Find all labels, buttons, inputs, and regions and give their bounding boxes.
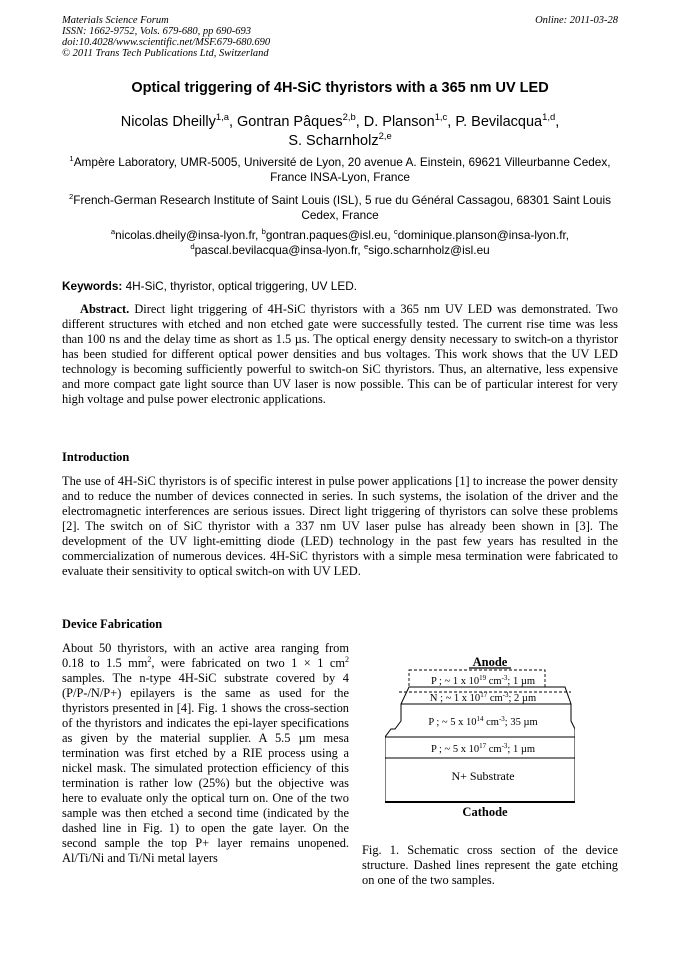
introduction-text: The use of 4H-SiC thyristors is of specific interest in pulse power applications [1] to increase the power density and to reduce the number of devices connected in series. In such systems, the isolation of the driver and the electromagnetic interferences are serious issues. Direct light triggering of thyristors can solve these problems [2]. The switch on of SiC thyristor with a 337 nm UV laser pulse has already been shown in [3]. The development of the UV light-emitting diode (LED) technology in the past few years has resulted in the commercialization of numerous devices. 4H-SiC thyristors with a simple mesa termination were fabricated to evaluate their sensitivity to optical switch-on with UV LED. bbox=[62, 474, 618, 578]
affiliation-2: $^2$French-German Research Institute of Saint Louis (ISL), 5 rue du Général Cassagou, 68301 Saint Louis Cedex, France bbox=[69, 192, 611, 222]
substrate-label: N+ Substrate bbox=[451, 769, 515, 783]
affiliation-1: $^1$Ampère Laboratory, UMR-5005, Université de Lyon, 20 avenue A. Einstein, 69621 Villeurbanne Cedex, France INSA-Lyon, France bbox=[69, 154, 611, 184]
email: pascal.bevilacqua@insa-lyon.fr, bbox=[194, 242, 364, 257]
author: S. Scharnholz$^{2,e}$ bbox=[288, 130, 392, 149]
cathode-label: Cathode bbox=[462, 805, 508, 819]
author: Nicolas Dheilly$^{1,a}$, bbox=[120, 111, 237, 130]
email: gontran.paques@isl.eu, bbox=[265, 228, 394, 242]
keywords: Keywords: 4H-SiC, thyristor, optical triggering, UV LED. bbox=[62, 279, 358, 293]
author: P. Bevilacqua$^{1,d}$, bbox=[455, 111, 560, 130]
author-list bbox=[62, 113, 618, 151]
author: D. Planson$^{1,c}$, bbox=[363, 111, 456, 130]
journal-header bbox=[62, 15, 618, 59]
email: nicolas.dheily@insa-lyon.fr, bbox=[115, 228, 262, 242]
layer-label: P ; ~ 5 x $10^{14}$ $cm^{-3}$; 35 µm bbox=[428, 715, 538, 728]
copyright: © 2011 Trans Tech Publications Ltd, Switzerland bbox=[62, 48, 269, 59]
layer-label: P ; ~ 1 x $10^{19}$ $cm^{-3}$; 1 µm bbox=[430, 674, 536, 687]
abstract-label: Abstract. bbox=[80, 302, 130, 316]
issn: ISSN: 1662-9752, Vols. 679-680, pp 690-693 bbox=[62, 26, 251, 37]
section-heading-introduction: Introduction bbox=[62, 450, 130, 464]
abstract: Abstract. Direct light triggering of 4H-SiC thyristors with a 365 nm UV LED was demonstrated. Two different structures with etched and non etched gate were successfully tested. The current rise time was less than 100 ns and the delay time as short as 1.5 µs. The optical energy density necessary to switch-on a thyristor has been studied for different optical power densities and bus voltages. This work shows that the UV LED technology is becoming sufficiently powerful to switch-on SiC thyristors. Thus, an alternative, less expensive and more compact gate light source than UV laser is now possible. This can be of particular interest for very high voltage and pulse power electronic applications. bbox=[62, 302, 618, 406]
journal-name: Materials Science Forum bbox=[62, 15, 169, 26]
author: Gontran Pâques$^{2,b}$, bbox=[237, 111, 364, 130]
anode-label: Anode bbox=[472, 655, 508, 669]
thyristor-cross-section-figure bbox=[385, 655, 575, 820]
online-date: Online: 2011-03-28 bbox=[535, 15, 618, 26]
figure-caption: Fig. 1. Schematic cross section of the device structure. Dashed lines represent the gate etching on one of the two samples. bbox=[362, 843, 618, 887]
section-heading-device-fabrication: Device Fabrication bbox=[62, 617, 163, 631]
layer-label: N ; ~ 1 x $10^{17}$ $cm^{-3}$; 2 µm bbox=[429, 691, 537, 704]
email: sigo.scharnholz@isl.eu bbox=[368, 242, 490, 257]
email-list: $^a$nicolas.dheily@insa-lyon.fr, $^b$gontran.paques@isl.eu, $^c$dominique.planson@insa-lyon.fr, $^d$pascal.bevilacqua@insa-lyon.fr, $^e$sigo.scharnholz@isl.eu bbox=[110, 227, 570, 257]
device-fabrication-text: About 50 thyristors, with an active area ranging from 0.18 to 1.5 $mm^2$, were fabricated on two 1 × 1 $cm^2$ samples. The n-type 4H-SiC substrate covered by 4 (P/P-/N/P+) epilayers is the same as used for the thyristors presented in [4]. Fig. 1 shows the cross-section of the thyristors and indicates the epi-layer specifications as given by the material supplier. A 5.5 µm mesa termination was first etched by a RIE process using a nickel mask. The simulated protection efficiency of this termination is rather low (25%) but the objective was here to evaluate only the optical turn on. One of the two sample was then etched a second time (indicated by the dashed line in Fig. 1) to open the gate layer. On the second sample the top P+ layer remains unopened. Al/Ti/Ni and Ti/Ni metal layers bbox=[62, 641, 349, 865]
email: dominique.planson@insa-lyon.fr, bbox=[397, 228, 570, 242]
doi: doi:10.4028/www.scientific.net/MSF.679-680.690 bbox=[62, 37, 271, 48]
layer-label: P ; ~ 5 x $10^{17}$ $cm^{-3}$; 1 µm bbox=[430, 742, 536, 755]
paper-title: Optical triggering of 4H-SiC thyristors with a 365 nm UV LED bbox=[131, 80, 549, 96]
